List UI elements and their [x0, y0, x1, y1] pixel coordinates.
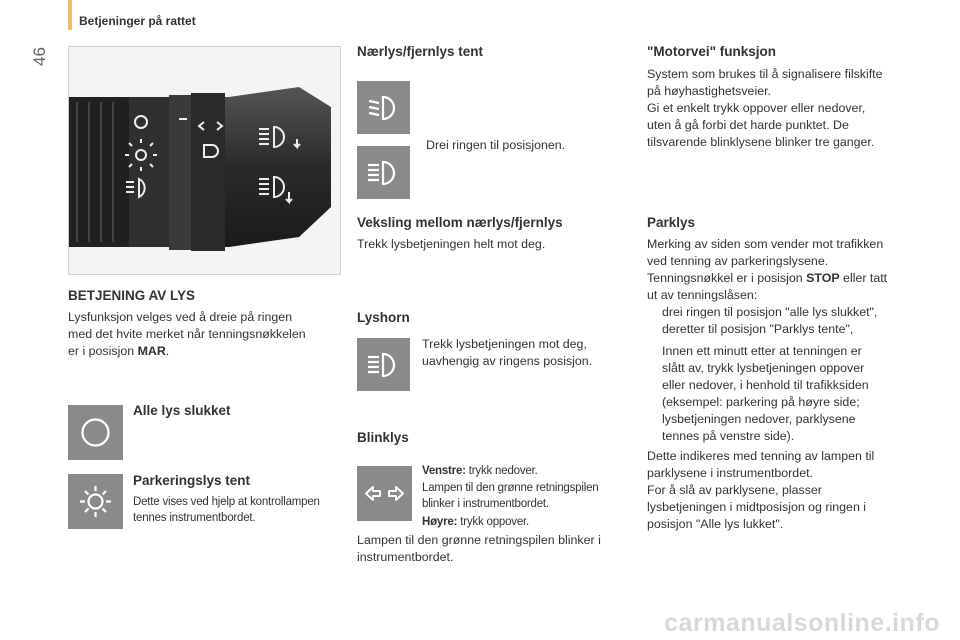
circle-icon [68, 405, 123, 460]
horn-heading: Lyshorn [357, 310, 410, 325]
parking-light-icon [68, 474, 123, 529]
lighting-heading: BETJENING AV LYS [68, 288, 196, 303]
lowbeam-text: Drei ringen til posisjonen. [426, 138, 566, 152]
blink-heading: Blinklys [357, 430, 409, 445]
watermark: carmanualsonline.info [664, 609, 940, 637]
parking-text: Dette vises ved hjelp at kontrollampen tennes instrumentbordet. [133, 496, 320, 524]
header-accent-bar [68, 0, 72, 30]
parklys-closing: Dette indikeres med tenning av lampen til parklysene i instrumentbordet. For å slå av parklysene, plasser lysbetjeningen i midtposisjon og ringen i posisjon "Alle lys lukket". [647, 449, 875, 531]
motorway-text: System som brukes til å signalisere filskifte på høyhastighetsveier. Gi et enkelt trykk oppover eller nedover, uten å gå forbi det harde punktet. De tilsvarende blinklysene blinker tre ganger. [647, 67, 883, 149]
all-off-heading: Alle lys slukket [133, 403, 231, 418]
page-number: 46 [30, 47, 49, 66]
lowbeam-heading: Nærlys/fjernlys tent [357, 44, 484, 59]
switch-heading: Veksling mellom nærlys/fjernlys [357, 215, 563, 230]
motorway-heading: "Motorvei" funksjon [647, 44, 777, 59]
switch-text: Trekk lysbetjeningen helt mot deg. [357, 237, 546, 251]
blink-left: Venstre: trykk nedover. [422, 465, 538, 477]
blink-left-desc: Lampen til den grønne retningspilen blinker i instrumentbordet. [422, 482, 599, 510]
blink-right-desc: Lampen til den grønne retningspilen blinker i instrumentbordet. [357, 533, 601, 564]
bullet-text: drei ringen til posisjon "alle lys slukket", deretter til posisjon "Parklys tente", [662, 305, 878, 336]
parklys-heading: Parklys [647, 215, 696, 230]
turn-signal-icon [357, 466, 412, 521]
lever-photo [68, 46, 341, 275]
section-title: Betjeninger på rattet [79, 14, 196, 28]
blink-right: Høyre: trykk oppover. [422, 516, 530, 528]
parking-heading: Parkeringslys tent [133, 473, 251, 488]
high-beam-icon [357, 146, 410, 199]
flash-beam-icon [357, 338, 410, 391]
bullet-text: Innen ett minutt etter at tenningen er slått av, trykk lysbetjeningen oppover eller nedover, i henhold til trafikksiden (eksempel: parkering på høyre side; lysbetjeningen nedover, parklysene tennes på venstre side). [662, 344, 869, 443]
parklys-text: Merking av siden som vender mot trafikken ved tenning av parkeringslysene. Tenningsnøkkel er i posisjon STOP eller tatt ut av tenningslåsen: [647, 237, 888, 302]
low-beam-icon [357, 81, 410, 134]
lighting-intro: Lysfunksjon velges ved å dreie på ringen med det hvite merket når tenningsnøkkelen er i posisjon MAR. [68, 310, 306, 358]
horn-text: Trekk lysbetjeningen mot deg, uavhengig av ringens posisjon. [422, 337, 593, 368]
